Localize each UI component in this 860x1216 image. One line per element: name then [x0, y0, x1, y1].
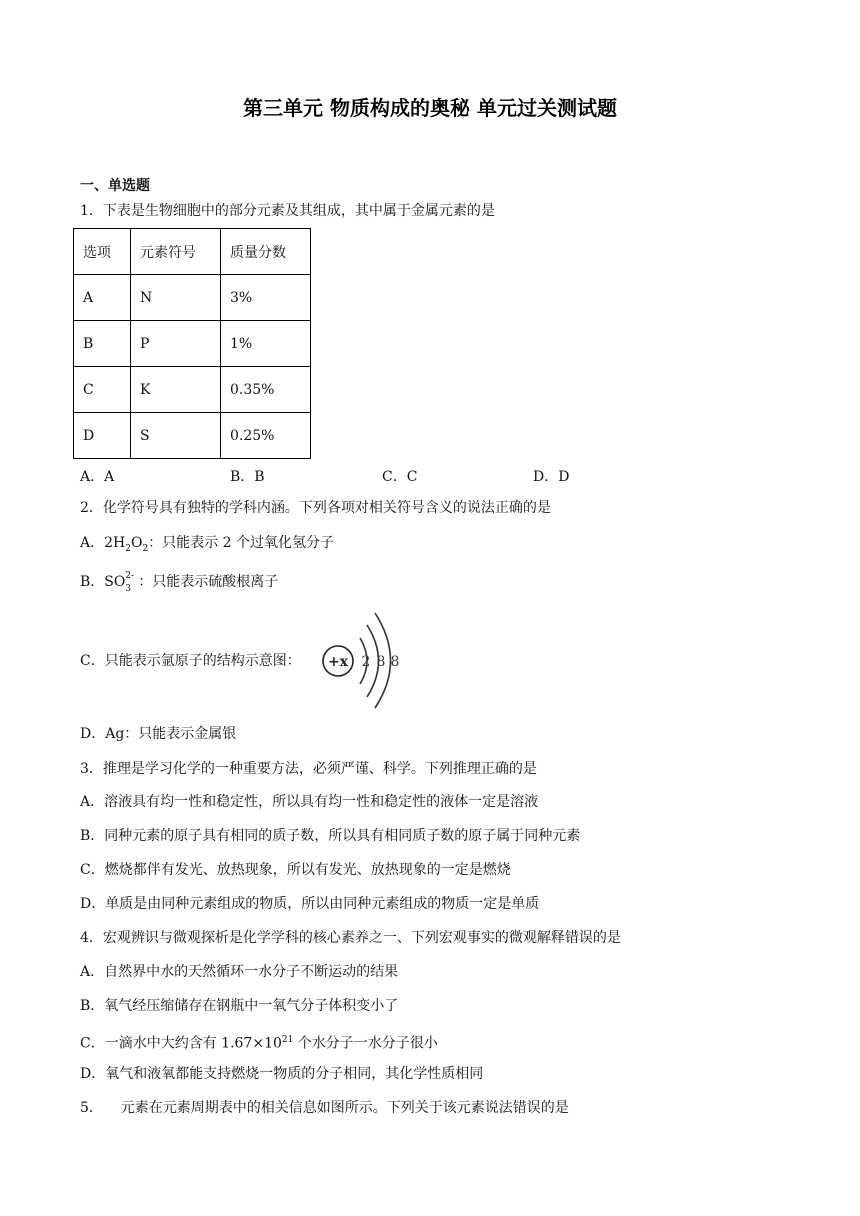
shell-electron-count: 8 — [390, 654, 400, 670]
table-row — [74, 321, 311, 367]
q2-option-d[interactable]: D．Ag：只能表示金属银 — [80, 726, 237, 742]
table-row — [74, 275, 311, 321]
table-cell: 0.25% — [221, 413, 311, 459]
table-row — [74, 413, 311, 459]
table-cell: K — [131, 367, 221, 413]
table-header-row — [74, 229, 311, 275]
q4-c-prefix: C．一滴水中大约含有 1.67×10 — [80, 1035, 282, 1052]
q3-option-a[interactable]: A．溶液具有均一性和稳定性，所以具有均一性和稳定性的液体一定是溶液 — [80, 794, 539, 810]
q1-option-d[interactable]: D．D — [533, 469, 570, 485]
table-cell: N — [131, 275, 221, 321]
sulfite-base: SO — [104, 574, 126, 590]
q4-option-a[interactable]: A．自然界中水的天然循环一水分子不断运动的结果 — [80, 964, 399, 980]
q4-option-c[interactable] — [80, 1030, 438, 1054]
page-title: 第三单元 物质构成的奥秘 单元过关测试题 — [243, 96, 617, 120]
nucleus-charge: +x — [327, 654, 349, 670]
q4-option-d[interactable]: D．氧气和液氧都能支持燃烧一物质的分子相同，其化学性质相同 — [80, 1066, 484, 1082]
q3-option-c[interactable]: C．燃烧都伴有发光、放热现象，所以有发光、放热现象的一定是燃烧 — [80, 862, 511, 878]
table-cell: A — [74, 275, 131, 321]
question-5-stem: 5． 元素在元素周期表中的相关信息如图所示。下列关于该元素说法错误的是 — [80, 1100, 569, 1116]
question-4-stem: 4．宏观辨识与微观探析是化学学科的核心素养之一、下列宏观事实的微观解释错误的是 — [80, 930, 621, 946]
q3-option-d[interactable]: D．单质是由同种元素组成的物质，所以由同种元素组成的物质一定是单质 — [80, 896, 540, 912]
q2-a-prefix: A．2H — [80, 535, 126, 551]
q3-option-b[interactable]: B．同种元素的原子具有相同的质子数，所以具有相同质子数的原子属于同种元素 — [80, 828, 581, 844]
q2-a-text: ：只能表示 2 个过氧化氢分子 — [148, 535, 334, 551]
table-cell: 3% — [221, 275, 311, 321]
table-header-cell: 选项 — [74, 229, 131, 275]
q2-b-prefix: B． — [80, 574, 105, 590]
table-header-cell: 质量分数 — [221, 229, 311, 275]
table-cell: B — [74, 321, 131, 367]
q2-a-subscript-1: 2 — [125, 543, 131, 554]
sulfite-charge: 2- — [125, 571, 135, 581]
table-header-cell: 元素符号 — [131, 229, 221, 275]
table-cell: 0.35% — [221, 367, 311, 413]
q4-c-exponent: 21 — [281, 1035, 294, 1045]
shell-electron-count: 2 — [361, 654, 371, 670]
atom-structure-diagram — [320, 610, 410, 710]
q1-option-a[interactable]: A．A — [80, 469, 115, 485]
q2-a-mid: O — [130, 535, 143, 551]
q2-option-a[interactable] — [80, 533, 334, 559]
q4-option-b[interactable]: B．氧气经压缩储存在钢瓶中一氧气分子体积变小了 — [80, 998, 399, 1014]
q1-option-c[interactable]: C．C — [382, 469, 418, 485]
table-cell: D — [74, 413, 131, 459]
q2-a-subscript-2: 2 — [142, 543, 149, 554]
q1-option-b[interactable]: B．B — [230, 469, 265, 485]
table-row — [74, 367, 311, 413]
question-2-stem: 2．化学符号具有独特的学科内涵。下列各项对相关符号含义的说法正确的是 — [80, 500, 551, 516]
table-cell: 1% — [221, 321, 311, 367]
q2-option-b[interactable] — [80, 572, 278, 592]
section-heading: 一、单选题 — [80, 178, 150, 194]
q2-b-text: ：只能表示硫酸根离子 — [138, 574, 279, 590]
sulfite-symbol — [104, 572, 138, 592]
table-cell: S — [131, 413, 221, 459]
question-3-stem: 3．推理是学习化学的一种重要方法，必须严谨、科学。下列推理正确的是 — [80, 761, 537, 777]
table-cell: C — [74, 367, 131, 413]
q4-c-suffix: 个水分子一水分子很小 — [293, 1035, 438, 1052]
sulfite-subscript: 3 — [125, 584, 132, 594]
element-table — [73, 228, 311, 459]
table-cell: P — [131, 321, 221, 367]
shell-electron-count: 8 — [376, 654, 386, 670]
q2-option-c[interactable]: C．只能表示氩原子的结构示意图： — [80, 653, 301, 669]
question-1-stem: 1．下表是生物细胞中的部分元素及其组成，其中属于金属元素的是 — [80, 203, 495, 219]
